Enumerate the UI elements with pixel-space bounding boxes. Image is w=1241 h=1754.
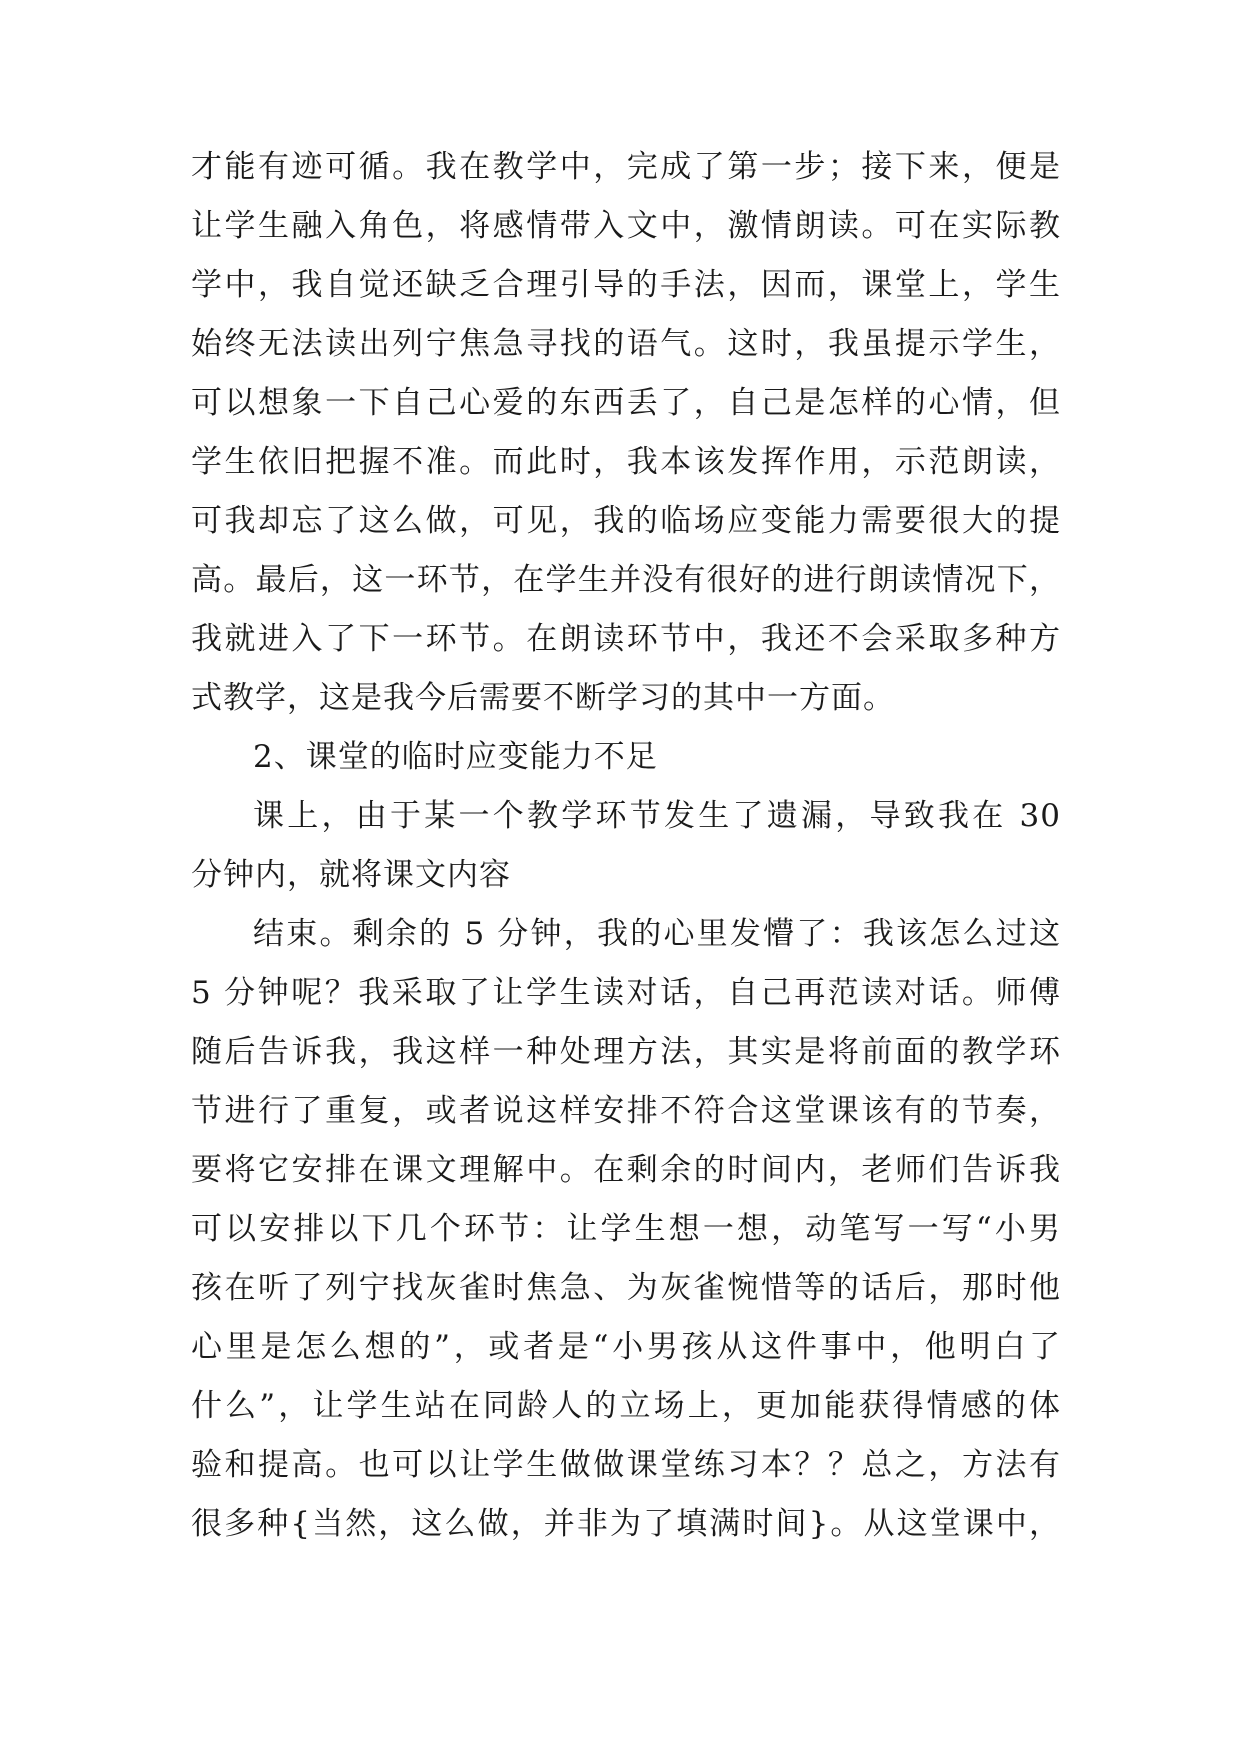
paragraph-line: 孩在听了列宁找灰雀时焦急、为灰雀惋惜等的话后，那时他 — [191, 1270, 1061, 1306]
section-heading: 2、课堂的临时应变能力不足 — [253, 739, 658, 775]
paragraph-line: 很多种{当然，这么做，并非为了填满时间}。从这堂课中， — [191, 1506, 1061, 1542]
paragraph-line: 结束。剩余的 5 分钟，我的心里发懵了：我该怎么过这 — [253, 916, 1061, 952]
paragraph-line: 什么”，让学生站在同龄人的立场上，更加能获得情感的体 — [191, 1388, 1061, 1424]
paragraph-line: 才能有迹可循。我在教学中，完成了第一步；接下来，便是 — [191, 149, 1061, 185]
paragraph-line: 验和提高。也可以让学生做做课堂练习本？？总之，方法有 — [191, 1447, 1061, 1483]
paragraph-line: 可我却忘了这么做，可见，我的临场应变能力需要很大的提 — [191, 503, 1061, 539]
paragraph-line: 让学生融入角色，将感情带入文中，激情朗读。可在实际教 — [191, 208, 1061, 244]
paragraph-line: 分钟内，就将课文内容 — [191, 857, 511, 893]
paragraph-line: 心里是怎么想的”，或者是“小男孩从这件事中，他明白了 — [191, 1329, 1061, 1365]
paragraph-line: 可以想象一下自己心爱的东西丢了，自己是怎样的心情，但 — [191, 385, 1061, 421]
paragraph-line: 随后告诉我，我这样一种处理方法，其实是将前面的教学环 — [191, 1034, 1061, 1070]
paragraph-line: 学生依旧把握不准。而此时，我本该发挥作用，示范朗读， — [191, 444, 1061, 480]
paragraph-line: 可以安排以下几个环节：让学生想一想，动笔写一写“小男 — [191, 1211, 1061, 1247]
paragraph-line: 式教学，这是我今后需要不断学习的其中一方面。 — [191, 680, 895, 716]
paragraph-line: 要将它安排在课文理解中。在剩余的时间内，老师们告诉我 — [191, 1152, 1061, 1188]
paragraph-line: 学中，我自觉还缺乏合理引导的手法，因而，课堂上，学生 — [191, 267, 1061, 303]
paragraph-line: 高。最后，这一环节，在学生并没有很好的进行朗读情况下， — [191, 562, 1061, 598]
paragraph-line: 节进行了重复，或者说这样安排不符合这堂课该有的节奏， — [191, 1093, 1061, 1129]
paragraph-line: 我就进入了下一环节。在朗读环节中，我还不会采取多种方 — [191, 621, 1061, 657]
paragraph-line: 5 分钟呢？我采取了让学生读对话，自己再范读对话。师傅 — [191, 975, 1061, 1011]
paragraph-line: 课上，由于某一个教学环节发生了遗漏，导致我在 30 — [253, 798, 1061, 834]
paragraph-line: 始终无法读出列宁焦急寻找的语气。这时，我虽提示学生， — [191, 326, 1061, 362]
